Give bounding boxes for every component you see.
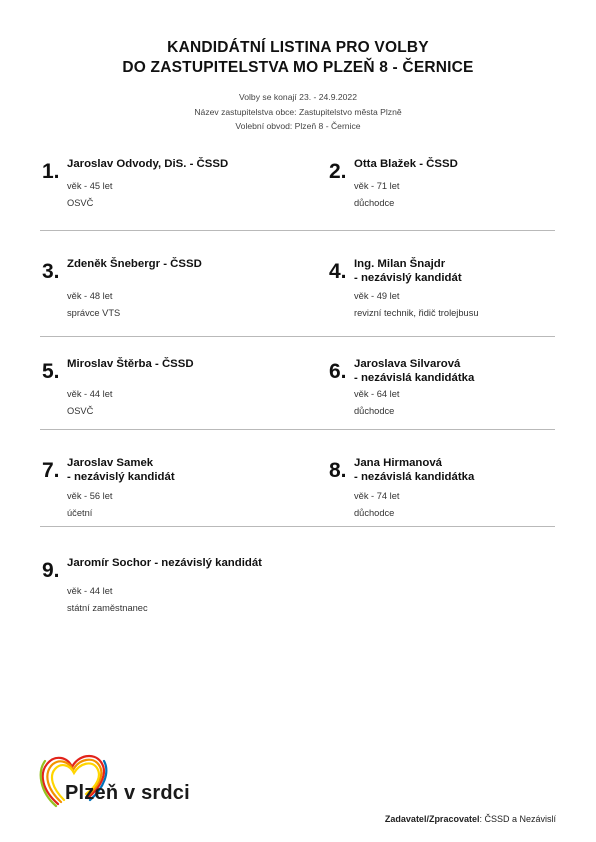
candidate-details xyxy=(67,488,112,522)
footer-label: Zadavatel/Zpracovatel xyxy=(384,814,480,824)
candidate-number: 8. xyxy=(329,459,347,482)
electoral-district: Volební obvod: Plzeň 8 - Černice xyxy=(235,121,361,131)
candidate-details xyxy=(67,583,148,617)
council-name: Název zastupitelstva obce: Zastupitelstvo města Plzně xyxy=(194,106,402,117)
candidate-row-2 xyxy=(40,257,555,337)
candidate-number: 4. xyxy=(329,260,347,283)
footer-credit xyxy=(385,812,556,826)
candidate-occupation: účetní xyxy=(67,508,93,518)
candidate-details xyxy=(67,386,112,420)
candidate-number: 6. xyxy=(329,360,347,383)
candidate-number: 3. xyxy=(42,260,60,283)
candidate-number: 9. xyxy=(42,559,60,582)
candidate-name: Otta Blažek - ČSSD xyxy=(354,158,458,170)
candidate-row-5 xyxy=(40,556,555,616)
candidate-details xyxy=(67,288,120,322)
candidate-name: Ing. Milan Šnajdr - nezávislý kandidát xyxy=(354,258,462,284)
candidate-age: věk - 48 let xyxy=(67,291,113,301)
candidate-name: Jaromír Sochor - nezávislý kandidát xyxy=(67,557,262,569)
footer-value: : ČSSD a Nezávislí xyxy=(479,814,556,824)
candidate-number: 1. xyxy=(42,160,60,183)
candidate-occupation: důchodce xyxy=(354,406,395,416)
candidate-details xyxy=(67,178,112,212)
candidate-name: Zdeněk Šnebergr - ČSSD xyxy=(67,258,202,270)
candidate-number: 2. xyxy=(329,160,347,183)
logo-text: Plzeň v srdci xyxy=(65,782,190,804)
candidate-number: 7. xyxy=(42,459,60,482)
candidate-occupation: státní zaměstnanec xyxy=(67,603,148,613)
candidate-name: Miroslav Štěrba - ČSSD xyxy=(67,358,194,370)
plzen-v-srdci-logo xyxy=(38,742,208,812)
candidate-details xyxy=(354,178,399,212)
candidate-name: Jaroslav Samek - nezávislý kandidát xyxy=(67,457,175,483)
candidate-row-1 xyxy=(40,157,555,231)
candidate-age: věk - 44 let xyxy=(67,389,113,399)
candidate-details xyxy=(354,386,399,420)
candidate-number: 5. xyxy=(42,360,60,383)
candidate-occupation: důchodce xyxy=(354,508,395,518)
election-info xyxy=(0,90,596,134)
candidate-row-4 xyxy=(40,456,555,527)
candidate-age: věk - 71 let xyxy=(354,181,400,191)
candidate-name: Jaroslav Odvody, DiS. - ČSSD xyxy=(67,158,229,170)
candidate-occupation: revizní technik, řidič trolejbusu xyxy=(354,308,479,318)
candidate-age: věk - 74 let xyxy=(354,491,400,501)
candidate-occupation: OSVČ xyxy=(67,198,94,208)
title-line-2: DO ZASTUPITELSTVA MO PLZEŇ 8 - ČERNICE xyxy=(122,59,474,76)
candidate-occupation: důchodce xyxy=(354,198,395,208)
candidate-age: věk - 49 let xyxy=(354,291,400,301)
title-line-1: KANDIDÁTNÍ LISTINA PRO VOLBY xyxy=(167,39,429,56)
candidate-age: věk - 45 let xyxy=(67,181,113,191)
candidate-age: věk - 44 let xyxy=(67,586,113,596)
candidate-details xyxy=(354,488,399,522)
candidate-age: věk - 64 let xyxy=(354,389,400,399)
candidate-row-3 xyxy=(40,357,555,430)
candidate-occupation: OSVČ xyxy=(67,406,94,416)
page-title xyxy=(0,38,596,78)
candidate-age: věk - 56 let xyxy=(67,491,113,501)
candidate-details xyxy=(354,288,479,322)
candidate-name: Jana Hirmanová - nezávislá kandidátka xyxy=(354,457,475,483)
election-dates: Volby se konají 23. - 24.9.2022 xyxy=(238,92,357,102)
candidate-occupation: správce VTS xyxy=(67,308,121,318)
candidate-name: Jaroslava Silvarová - nezávislá kandidátka xyxy=(354,358,475,384)
